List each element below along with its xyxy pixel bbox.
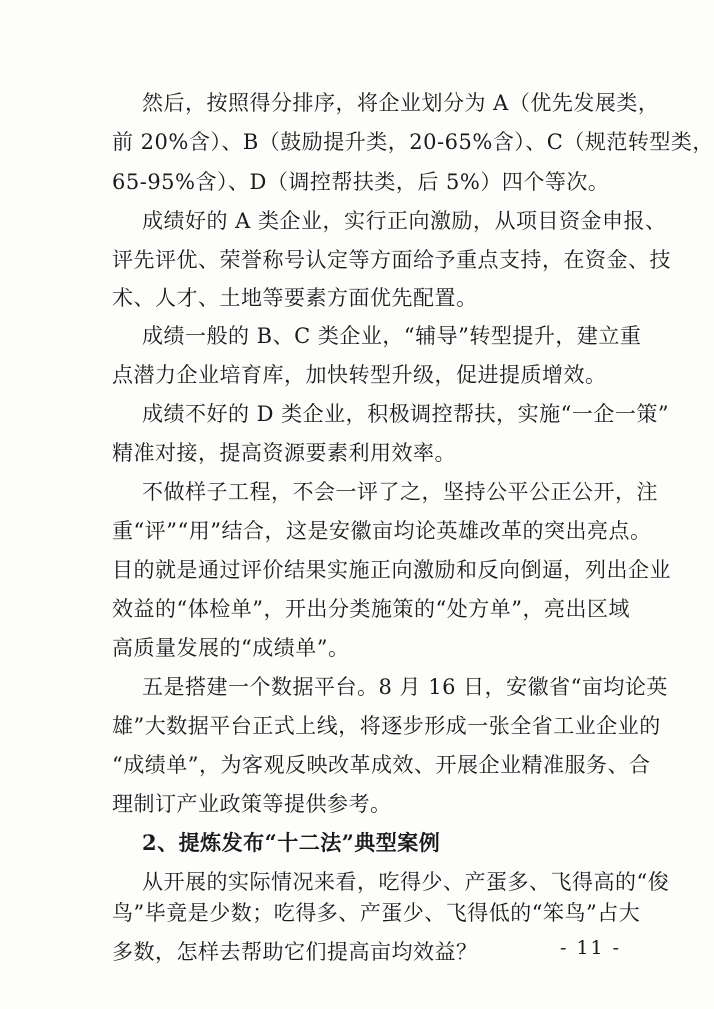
text-line: 五是搭建一个数据平台。8 月 16 日，安徽省“亩均论英 [142, 675, 668, 699]
text-line: 术、人才、土地等要素方面优先配置。 [112, 286, 478, 310]
text-line: “成绩单”，为客观反映改革成效、开展企业精准服务、合 [112, 753, 651, 777]
text-line: 雄”大数据平台正式上线，将逐步形成一张全省工业企业的 [112, 714, 661, 738]
text-line: 多数，怎样去帮助它们提高亩均效益？ [112, 940, 478, 964]
text-line: 效益的“体检单”，开出分类施策的“处方单”，亮出区域 [112, 597, 630, 621]
text-line: 精准对接，提高资源要素利用效率。 [112, 441, 456, 465]
text-line: 评先评优、荣誉称号认定等方面给予重点支持，在资金、技 [112, 248, 671, 272]
text-line: 65-95%含）、D（调控帮扶类，后 5%）四个等次。 [112, 170, 610, 194]
text-line: 前 20%含）、B（鼓励提升类，20-65%含）、C（规范转型类， [112, 130, 714, 154]
text-line: 高质量发展的“成绩单”。 [112, 636, 350, 660]
text-line: 成绩不好的 D 类企业，积极调控帮扶，实施“一企一策” [142, 402, 670, 426]
text-line: 重“评”“用”结合，这是安徽亩均论英雄改革的突出亮点。 [112, 519, 652, 543]
text-line: 成绩好的 A 类企业，实行正向激励，从项目资金申报、 [142, 209, 667, 233]
text-line: 成绩一般的 B、C 类企业，“辅导”转型提升，建立重 [142, 324, 642, 348]
text-line: 从开展的实际情况来看，吃得少、产蛋多、飞得高的“俊 [142, 870, 670, 894]
text-line: 目的就是通过评价结果实施正向激励和反向倒逼，列出企业 [112, 558, 671, 582]
text-line: 不做样子工程，不会一评了之，坚持公平公正公开，注 [142, 480, 658, 504]
text-line: 然后，按照得分排序，将企业划分为 A（优先发展类， [142, 91, 660, 115]
text-line: 鸟”毕竟是少数；吃得多、产蛋少、飞得低的“笨鸟”占大 [112, 901, 641, 925]
text-line: 点潜力企业培育库，加快转型升级，促进提质增效。 [112, 363, 607, 387]
page-number: - 11 - [560, 937, 622, 959]
text-line: 理制订产业政策等提供参考。 [112, 792, 392, 816]
section-heading: 2、提炼发布“十二法”典型案例 [142, 830, 441, 855]
